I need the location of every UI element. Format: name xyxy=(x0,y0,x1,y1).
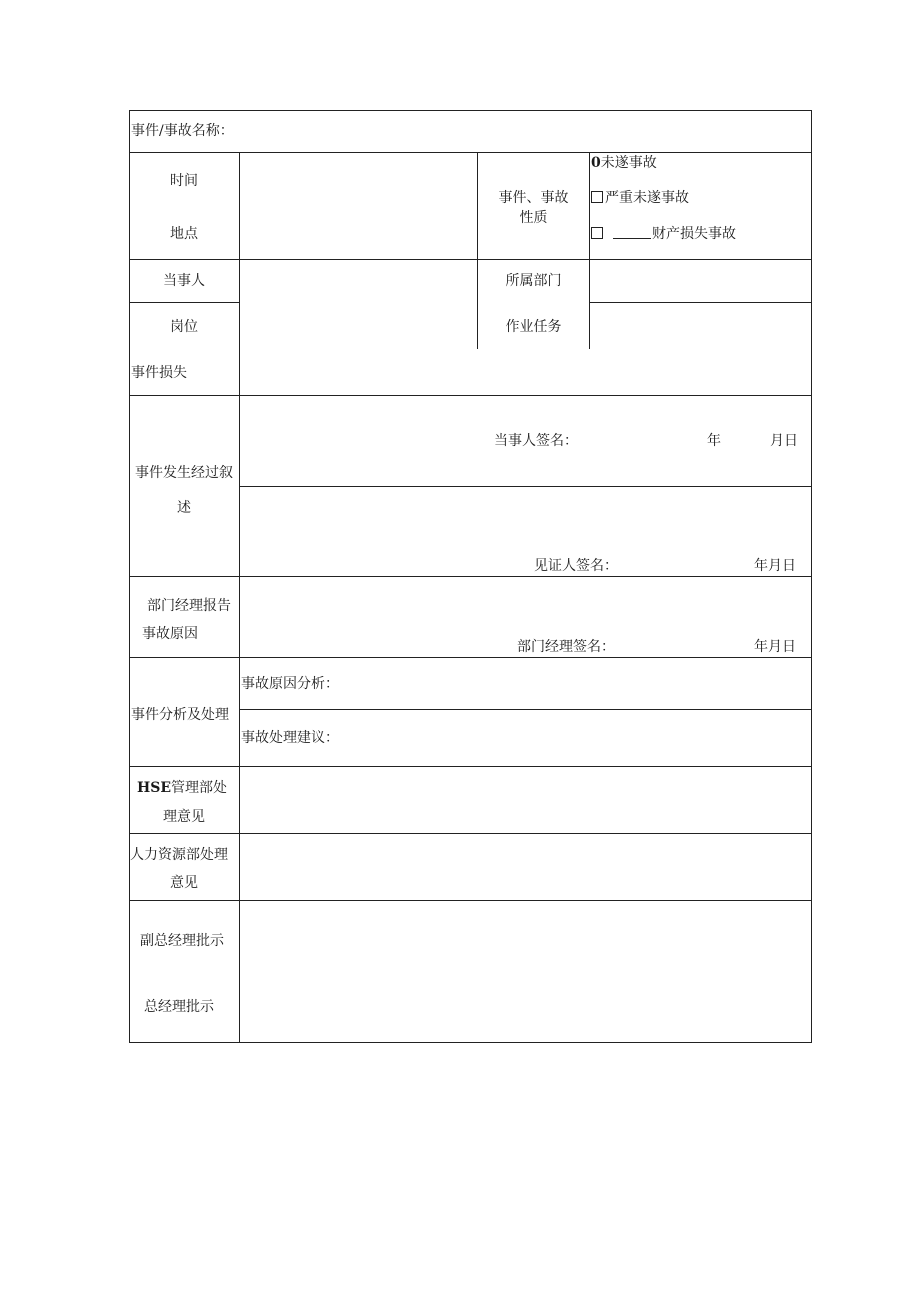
rule xyxy=(240,709,812,710)
hr-opinion-label-line2: 意见 xyxy=(170,875,198,891)
rule xyxy=(129,110,130,1043)
rule xyxy=(129,576,812,577)
rule xyxy=(129,302,239,303)
rule xyxy=(129,833,812,834)
rule xyxy=(240,486,812,487)
checkbox-icon xyxy=(591,191,603,203)
hse-abbrev: HSE xyxy=(137,780,172,796)
option-mark: 0 xyxy=(591,155,601,171)
narrative-label-line2: 述 xyxy=(177,500,191,516)
rule xyxy=(129,1042,812,1043)
nature-option-serious-near-miss[interactable] xyxy=(591,189,689,207)
hse-rest: 管理部处 xyxy=(171,780,228,796)
gm-approval-label: 总经理批示 xyxy=(144,999,214,1015)
rule xyxy=(129,657,812,658)
place-label: 地点 xyxy=(170,226,198,242)
rule xyxy=(811,110,812,1043)
loss-label: 事件损失 xyxy=(131,365,187,381)
handling-suggestion-label: 事故处理建议： xyxy=(241,730,339,746)
rule xyxy=(129,395,812,396)
cause-analysis-label: 事故原因分析： xyxy=(241,676,339,692)
position-label: 岗位 xyxy=(170,319,198,335)
manager-report-label-line1: 部门经理报告 xyxy=(147,598,231,614)
rule xyxy=(129,900,812,901)
incident-name-label: 事件/事故名称： xyxy=(131,123,234,139)
incident-report-form xyxy=(129,110,812,1043)
fill-blank xyxy=(613,226,651,239)
hse-opinion-label-line1 xyxy=(137,779,227,797)
party-signature-label: 当事人签名： xyxy=(494,433,578,449)
department-label: 所属部门 xyxy=(505,273,562,289)
rule xyxy=(129,110,812,111)
time-label: 时间 xyxy=(170,173,198,189)
manager-signature-label: 部门经理签名： xyxy=(517,639,615,655)
option-label: 财产损失事故 xyxy=(652,226,736,242)
rule xyxy=(129,766,812,767)
hr-opinion-label-line1: 人力资源部处理 xyxy=(130,847,228,863)
checkbox-icon xyxy=(591,227,603,239)
task-label: 作业任务 xyxy=(505,319,562,335)
hse-opinion-label-line2: 理意见 xyxy=(163,809,205,825)
rule xyxy=(590,302,812,303)
party-signature-month-day: 月日 xyxy=(770,433,798,449)
option-label: 未遂事故 xyxy=(600,155,657,171)
party-signature-year: 年 xyxy=(707,433,721,449)
nature-option-near-miss[interactable] xyxy=(591,154,657,172)
manager-report-label-line2: 事故原因 xyxy=(142,626,198,642)
party-label: 当事人 xyxy=(163,273,205,289)
witness-signature-date: 年月日 xyxy=(754,558,796,574)
manager-signature-date: 年月日 xyxy=(754,639,796,655)
rule xyxy=(129,259,812,260)
nature-label-line1: 事件、事故 xyxy=(498,190,569,206)
narrative-label-line1: 事件发生经过叙 xyxy=(135,465,233,481)
witness-signature-label: 见证人签名： xyxy=(534,558,618,574)
rule xyxy=(129,152,812,153)
rule xyxy=(589,152,590,349)
nature-label-line2: 性质 xyxy=(519,210,548,226)
analysis-label: 事件分析及处理 xyxy=(131,707,229,723)
vice-gm-approval-label: 副总经理批示 xyxy=(140,933,224,949)
option-label: 严重未遂事故 xyxy=(605,190,689,206)
nature-option-property-loss[interactable] xyxy=(591,225,736,243)
